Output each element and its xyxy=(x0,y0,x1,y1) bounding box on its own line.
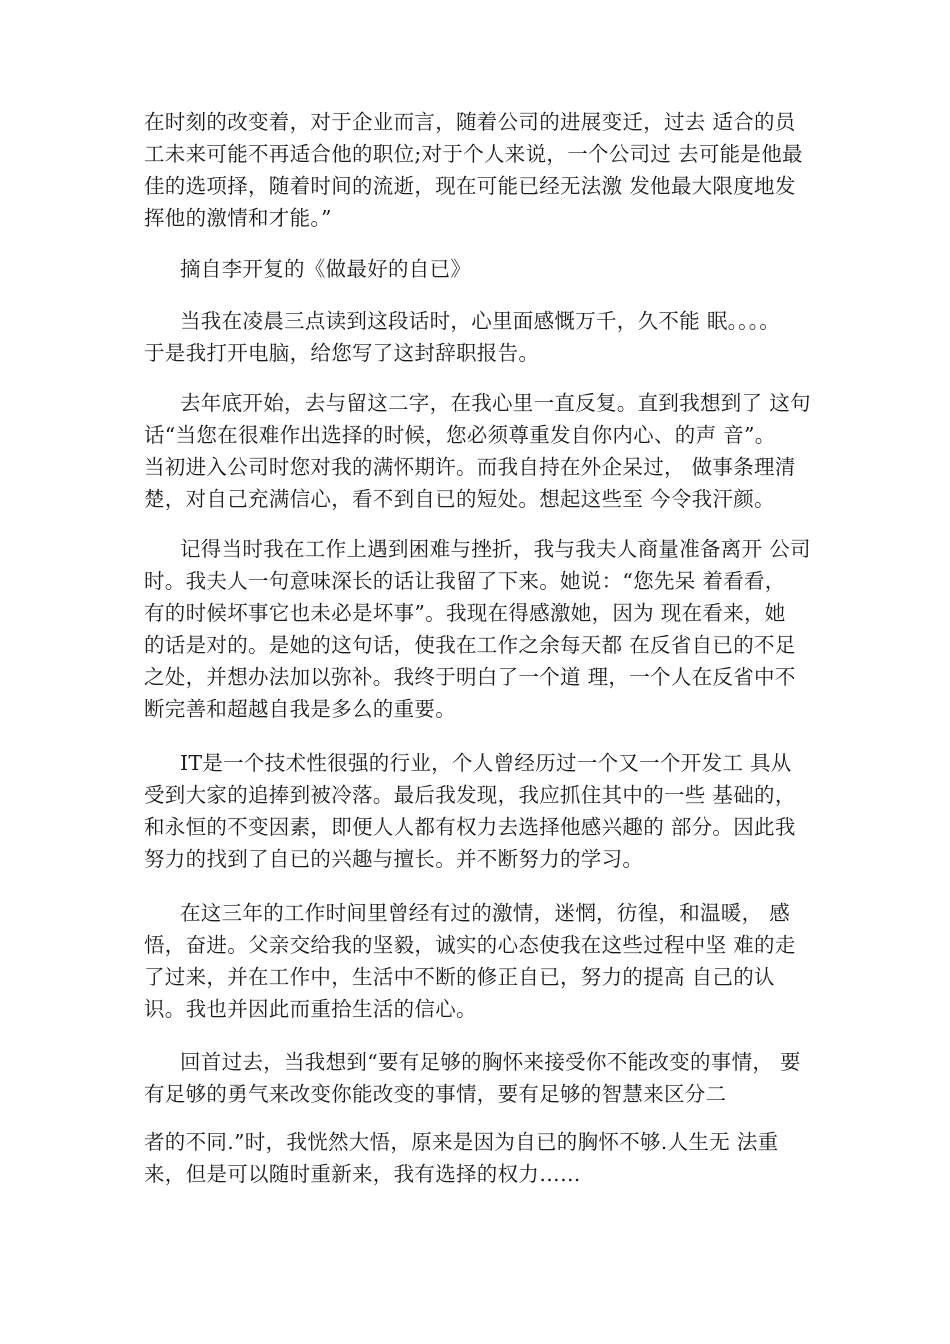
paragraph-4 xyxy=(144,533,834,725)
text-line: 楚，对自己充满信心，看不到自已的短处。想起这些至 今令我汗颜。 xyxy=(144,487,775,511)
paragraph-3 xyxy=(144,387,834,515)
text-line: 时。我夫人一句意味深长的话让我留了下来。她说：“您先呆 着看看， xyxy=(144,569,786,593)
text-line: 和永恒的不变因素，即便人人都有权力去选择他感兴趣的 部分。因此我 xyxy=(144,815,796,839)
text-line: 工未来可能不再适合他的职位;对于个人来说，一个公司过 去可能是他最 xyxy=(144,142,803,166)
text-line: 佳的选项择，随着时间的流逝，现在可能已经无法激 发他最大限度地发 xyxy=(144,174,796,198)
text-line: 有足够的勇气来改变你能改变的事情，要有足够的智慧来区分二 xyxy=(144,1082,727,1106)
text-line: 受到大家的追捧到被冷落。最后我发现，我应抓住其中的一些 基础的， xyxy=(144,783,796,807)
text-line: 在这三年的工作时间里曾经有过的激情，迷惘，彷徨，和温暖， 感 xyxy=(180,901,791,925)
text-line: 来，但是可以随时重新来，我有选择的权力…… xyxy=(144,1162,581,1186)
text-line: 有的时候坏事它也未必是坏事”。我现在得感激她，因为 现在看来，她 xyxy=(144,601,786,625)
text-line: 回首过去，当我想到“要有足够的胸怀来接受你不能改变的事情， 要 xyxy=(180,1050,801,1074)
paragraph-5 xyxy=(144,747,834,875)
text-line: 断完善和超越自我是多么的重要。 xyxy=(144,697,456,721)
text-line: 去年底开始，去与留这二字，在我心里一直反复。直到我想到了 这句 xyxy=(180,391,811,415)
paragraph-8 xyxy=(144,1126,834,1190)
text-line: 挥他的激情和才能。” xyxy=(144,206,332,230)
text-line: 努力的找到了自已的兴趣与擅长。并不断努力的学习。 xyxy=(144,847,644,871)
text-line: 之处，并想办法加以弥补。我终于明白了一个道 理，一个人在反省中不 xyxy=(144,665,796,689)
text-line: 当初进入公司时您对我的满怀期许。而我自持在外企呆过， 做事条理清 xyxy=(144,455,796,479)
text-line: 了过来，并在工作中，生活中不断的修正自已，努力的提高 自己的认 xyxy=(144,965,775,989)
text-line: 在时刻的改变着，对于企业而言，随着公司的进展变迁，过去 适合的员 xyxy=(144,110,796,134)
text-line: 的话是对的。是她的这句话，使我在工作之余每天都 在反省自已的不足 xyxy=(144,633,796,657)
text-line: 悟，奋进。父亲交给我的坚毅，诚实的心态使我在这些过程中坚 难的走 xyxy=(144,933,796,957)
text-line: 于是我打开电脑，给您写了这封辞职报告。 xyxy=(144,341,540,365)
paragraph-2 xyxy=(144,305,834,369)
paragraph-7 xyxy=(144,1046,834,1110)
paragraph-6 xyxy=(144,897,834,1025)
text-line: 当我在凌晨三点读到这段话时，心里面感慨万千，久不能 眠。。。。 xyxy=(180,309,781,333)
text-line: 摘自李开复的《做最好的自已》 xyxy=(180,257,472,281)
text-line: 记得当时我在工作上遇到困难与挫折，我与我夫人商量准备离开 公司 xyxy=(180,537,811,561)
text-line: 话“当您在很难作出选择的时候，您必须尊重发自你内心、的声 音”。 xyxy=(144,423,776,447)
text-line: 识。我也并因此而重拾生活的信心。 xyxy=(144,997,477,1021)
text-line: 者的不同.”时，我恍然大悟，原来是因为自已的胸怀不够.人生无 法重 xyxy=(144,1130,779,1154)
paragraph-1 xyxy=(144,106,834,234)
text-line: IT是一个技术性很强的行业，个人曾经历过一个又一个开发工 具从 xyxy=(180,751,792,775)
quote-source xyxy=(144,253,834,285)
